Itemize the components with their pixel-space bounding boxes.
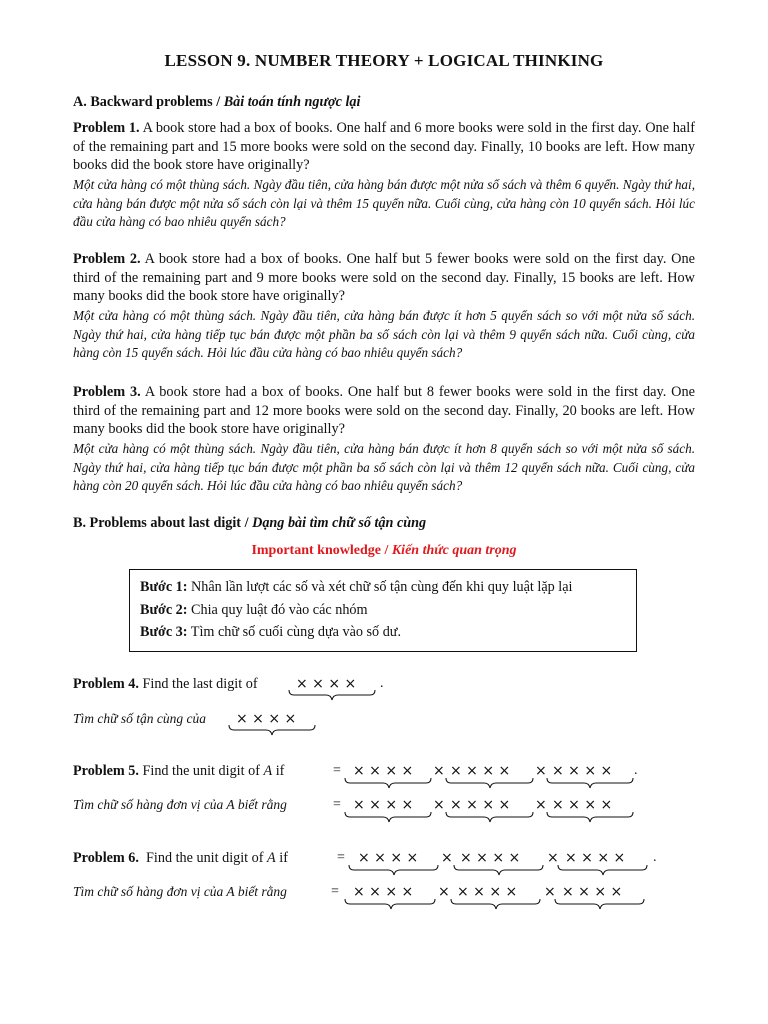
page-title: LESSON 9. NUMBER THEORY + LOGICAL THINKING <box>164 51 604 70</box>
problem-5-underbraces <box>344 777 644 789</box>
problem-6-vi-equals: = <box>331 884 339 899</box>
problem-6-underbraces <box>348 864 658 876</box>
problem-2-vi: Một cửa hàng có một thùng sách. Ngày đầu tiên, cửa hàng bán được ít hơn 5 quyển sách so với một nửa số sách. Ngày thứ hai, cửa hàng tiếp tục bán được một phần ba số sách còn lại và thêm 9 quyển sách nữa. Cuối cùng, cửa hàng còn 15 quyển sách. Hỏi lúc đầu cửa hàng có bao nhiêu quyển sách? <box>73 308 695 361</box>
problem-5-vi-group-3: × × × × <box>552 797 613 813</box>
step-3: Bước 3: Tìm chữ số cuối cùng dựa vào số dư. <box>140 624 402 640</box>
problem-6-group-2: × × × × <box>460 850 521 866</box>
section-a-heading: A. Backward problems / Bài toán tính ngược lại <box>73 94 361 110</box>
problem-6-period: . <box>653 850 657 865</box>
problem-1-vi: Một cửa hàng có một thùng sách. Ngày đầu tiên, cửa hàng bán được một nửa số sách và thêm 6 quyển. Ngày thứ hai, cửa hàng bán được một nửa số sách còn lại và thêm 15 quyển nữa. Cuối cùng, cửa hàng còn 10 quyển sách. Hỏi lúc đầu cửa hàng có bao nhiêu quyển sách? <box>73 177 695 230</box>
problem-5-equals: = <box>333 763 341 778</box>
problem-5-group-2: × × × × <box>450 763 511 779</box>
problem-6-group-3: × × × × <box>565 850 626 866</box>
problem-4-vi-product: × × × × <box>236 711 297 727</box>
problem-2-en: Problem 2. A book store had a box of books. One half but 5 fewer books were sold on the first day. One third of the remaining part and 9 more books were sold on the second day. Finally, 15 books are left. How many books did the book store have originally? <box>73 251 695 305</box>
problem-5-vi: Tìm chữ số hàng đơn vị của A biết rằng <box>73 797 287 812</box>
problem-5-vi-times-1: × <box>433 797 445 813</box>
important-knowledge-heading: Important knowledge / Kiến thức quan trọng <box>251 543 517 558</box>
problem-5-vi-group-2: × × × × <box>450 797 511 813</box>
problem-6-vi-group-1: × × × × <box>353 884 414 900</box>
steps-box <box>129 569 637 652</box>
problem-5-times-1: × <box>433 763 445 779</box>
problem-5-period: . <box>634 763 638 778</box>
step-2: Bước 2: Chia quy luật đó vào các nhóm <box>140 601 368 618</box>
problem-5-group-1: × × × × <box>353 763 414 779</box>
problem-5-en: Problem 5. Find the unit digit of A if <box>73 763 285 779</box>
problem-6-vi-times-1: × <box>438 884 450 900</box>
problem-4-product: × × × × <box>296 676 357 692</box>
problem-6-vi-group-3: × × × × <box>562 884 623 900</box>
problem-6-vi: Tìm chữ số hàng đơn vị của A biết rằng <box>73 884 287 899</box>
problem-4-vi: Tìm chữ số tận cùng của <box>73 711 206 726</box>
problem-6-en: Problem 6. Find the unit digit of A if <box>73 850 288 866</box>
problem-3-vi: Một cửa hàng có một thùng sách. Ngày đầu tiên, cửa hàng bán được ít hơn 8 quyển sách so với một nửa số sách. Ngày thứ hai, cửa hàng tiếp tục bán được một phần ba số sách còn lại và thêm 12 quyển sách nữa. Cuối cùng, cửa hàng còn 20 quyển sách. Hỏi lúc đầu cửa hàng có bao nhiêu quyển sách? <box>73 441 695 494</box>
problem-5-vi-times-2: × <box>535 797 547 813</box>
problem-4-vi-underbrace <box>228 724 316 736</box>
problem-5-vi-group-1: × × × × <box>353 797 414 813</box>
section-b-heading: B. Problems about last digit / Dạng bài tìm chữ số tận cùng <box>73 515 427 531</box>
step-1: Bước 1: Nhân lần lượt các số và xét chữ số tận cùng đến khi quy luật lặp lại <box>140 579 573 595</box>
problem-3-en: Problem 3. A book store had a box of books. One half but 8 fewer books were sold in the first day. One third of the remaining part and 12 more books were sold on the second day. Finally, 20 books are left. How many books did the book store have originally? <box>73 384 695 438</box>
problem-5-vi-underbraces <box>344 811 644 823</box>
problem-6-vi-group-2: × × × × <box>457 884 518 900</box>
problem-5-group-3: × × × × <box>552 763 613 779</box>
problem-4-en: Problem 4. Find the last digit of <box>73 676 258 692</box>
problem-6-vi-times-2: × <box>544 884 556 900</box>
problem-4-underbrace <box>288 689 376 701</box>
problem-1-en: Problem 1. A book store had a box of books. One half and 6 more books were sold in the first day. One half of the remaining part and 15 more books were sold on the second day. Finally, 10 books are left. How many books did the book store have originally? <box>73 120 695 174</box>
problem-6-equals: = <box>337 850 345 865</box>
problem-4-period: . <box>380 676 384 691</box>
problem-6-group-1: × × × × <box>358 850 419 866</box>
problem-6-vi-underbraces <box>344 898 654 910</box>
problem-5-vi-equals: = <box>333 797 341 812</box>
problem-6-times-2: × <box>547 850 559 866</box>
problem-6-times-1: × <box>441 850 453 866</box>
problem-5-times-2: × <box>535 763 547 779</box>
